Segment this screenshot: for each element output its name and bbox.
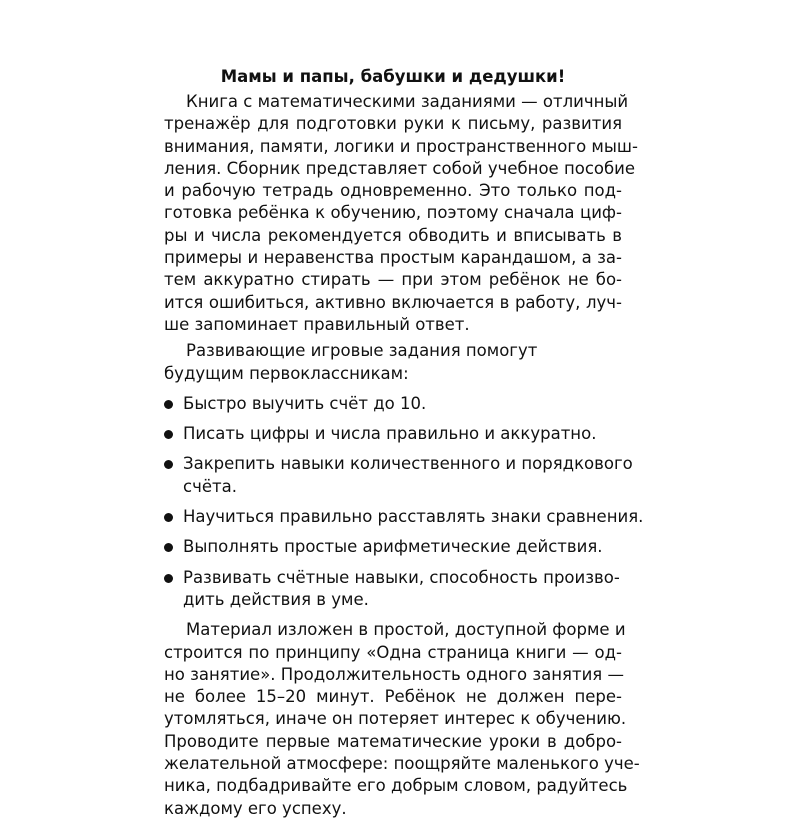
page-title: Мамы и папы, бабушки и дедушки! [220, 67, 566, 86]
bullet-icon [164, 460, 173, 469]
text-line: ится ошибиться, активно включается в работу, луч- [164, 292, 622, 312]
text-line: внимания, памяти, логики и пространственного мыш- [164, 136, 638, 156]
goals-list [164, 393, 644, 611]
list-item [164, 506, 644, 528]
text-line: Развивать счётные навыки, способность произво- [183, 567, 620, 587]
text-line: Писать цифры и числа правильно и аккуратно. [183, 424, 597, 444]
bullet-icon [164, 543, 173, 552]
list-item [164, 393, 622, 415]
tasks-intro-paragraph [164, 340, 622, 385]
list-item [164, 453, 633, 498]
text-line: утомляться, иначе он потеряет интерес к обучению. [164, 709, 627, 729]
text-line: Быстро выучить счёт до 10. [183, 393, 427, 413]
bullet-icon [164, 400, 173, 409]
list-item [164, 567, 622, 612]
text-line: Закрепить навыки количественного и порядкового [183, 454, 633, 474]
bullet-icon [164, 430, 173, 439]
bullet-icon [164, 574, 173, 583]
text-line: Научиться правильно расставлять знаки сравнения. [183, 507, 644, 527]
text-line: примеры и неравенства простым карандашом, а за- [164, 248, 622, 268]
text-line: но занятие». Продолжительность одного занятия — [164, 664, 624, 684]
page-content [164, 66, 644, 820]
text-line: желательной атмосфере: поощряйте маленького уче- [164, 754, 640, 774]
text-line: и рабочую тетрадь одновременно. Это только под- [164, 181, 622, 201]
text-line: тренажёр для подготовки руки к письму, развития [164, 114, 622, 134]
text-line: не более 15–20 минут. Ребёнок не должен пере- [164, 687, 622, 707]
text-line: ры и числа рекомендуется обводить и вписывать в [164, 225, 622, 245]
method-paragraph [164, 619, 640, 820]
text-line: строится по принципу «Одна страница книги — од- [164, 642, 622, 662]
text-line: Проводите первые математические уроки в добро- [164, 731, 622, 751]
text-line: Выполнять простые арифметические действия. [183, 537, 603, 557]
text-line: каждому его успеху. [164, 798, 347, 818]
text-line: тем аккуратно стирать — при этом ребёнок не бо- [164, 270, 622, 290]
text-line: Книга с математическими заданиями — отличный [186, 92, 629, 111]
text-line: дить действия в уме. [183, 589, 369, 609]
intro-paragraph [164, 91, 638, 336]
text-line: ше запоминает правильный ответ. [164, 314, 470, 334]
text-line: ления. Сборник представляет собой учебное пособие [164, 158, 636, 178]
list-item [164, 536, 622, 558]
text-line: Развивающие игровые задания помогут [186, 341, 538, 361]
text-line: готовка ребёнка к обучению, поэтому сначала циф- [164, 203, 622, 223]
bullet-icon [164, 513, 173, 522]
text-line: Материал изложен в простой, доступной форме и [186, 620, 626, 640]
text-line: ника, подбадривайте его добрым словом, радуйтесь [164, 776, 628, 796]
list-item [164, 423, 622, 445]
text-line: счёта. [183, 476, 237, 496]
text-line: будущим первоклассникам: [164, 363, 409, 383]
